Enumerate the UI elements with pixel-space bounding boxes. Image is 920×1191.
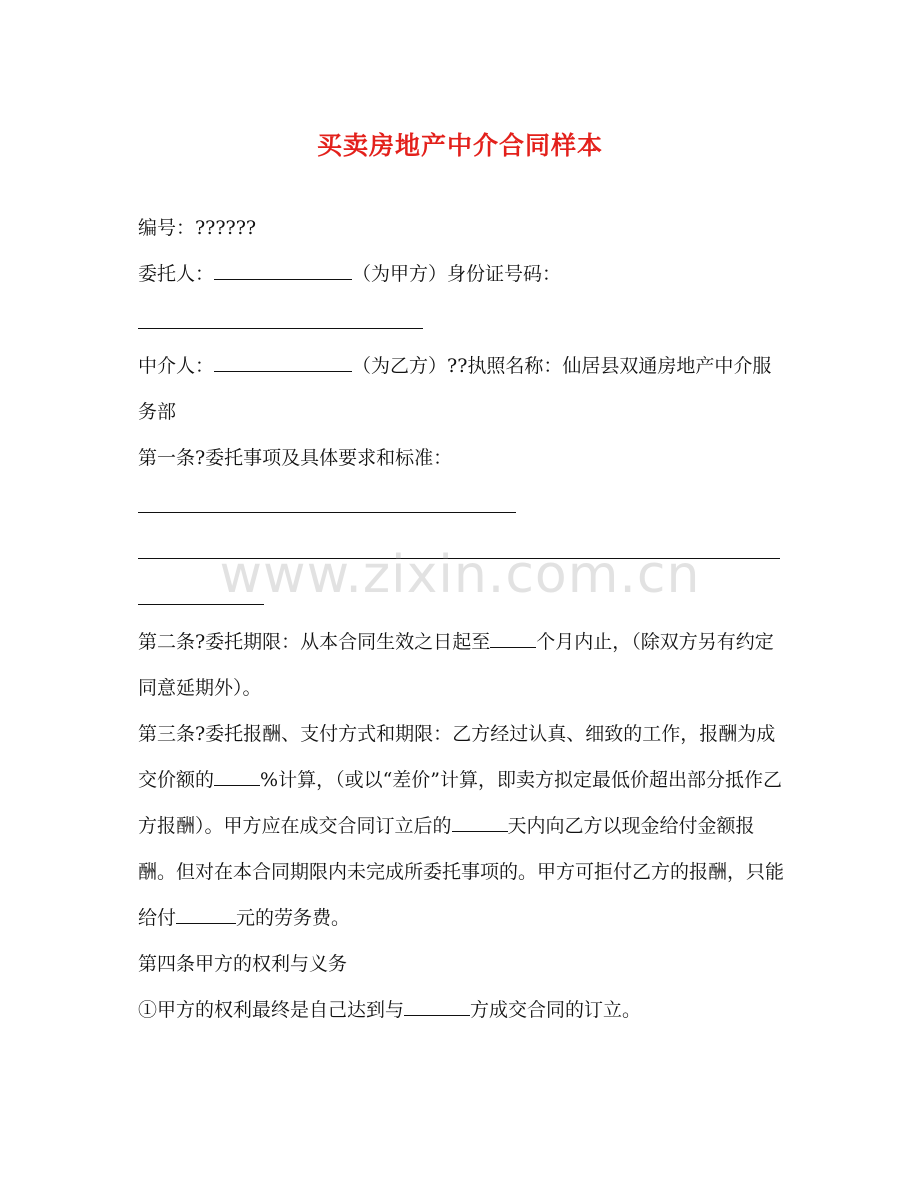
article-3 [138, 711, 788, 941]
client-label: 委托人： [138, 263, 215, 285]
document-body [138, 205, 788, 1033]
article-2-prefix: 第二条?委托期限：从本合同生效之日起至 [138, 631, 491, 653]
article-4-item-1 [138, 987, 788, 1033]
months-blank [490, 625, 536, 648]
days-blank [452, 809, 508, 832]
article-4-item-1-prefix: ①甲方的权利最终是自己达到与 [138, 999, 405, 1021]
article-2-suffix: 个月内止，（除双方另有约定同意延期外）。 [138, 631, 774, 699]
article-1-blank-line-3 [138, 573, 788, 619]
percent-blank [214, 763, 260, 786]
article-1-blank-3 [138, 604, 264, 605]
article-1-blank-2 [138, 558, 780, 559]
article-2 [138, 619, 788, 711]
agent-license-text: （为乙方）??执照名称：仙居县双通房地产中介服务部 [138, 355, 772, 423]
agent-label: 中介人： [138, 355, 215, 377]
agent-line [138, 343, 788, 435]
fee-blank [176, 901, 236, 924]
article-1-blank-1 [138, 512, 516, 513]
client-line [138, 251, 788, 297]
article-3-part3: 天内向乙方以现金给付金额报酬。但对在本合同期限内未完成所委托事项的。甲方可拒付乙方的报酬，只能给付 [138, 815, 785, 929]
article-4-item-1-suffix: 方成交合同的订立。 [470, 999, 642, 1021]
client-name-blank [214, 257, 352, 280]
client-id-label: （为甲方）身份证号码： [352, 263, 562, 285]
article-1-blank-line-2 [138, 527, 788, 573]
document-title: 买卖房地产中介合同样本 [316, 131, 603, 160]
client-id-blank [138, 328, 423, 329]
article-3-part1: 第三条?委托报酬、支付方式和期限：乙方经过认真、细致的工作，报酬为成交价额的 [138, 723, 776, 791]
agent-name-blank [214, 349, 352, 372]
article-3-part2: %计算，（或以“差价”计算，即卖方拟定最低价超出部分抵作乙方报酬）。甲方应在成交合同订立后的 [138, 769, 782, 837]
article-1: 第一条?委托事项及具体要求和标准： [138, 447, 453, 469]
article-3-part4: 元的劳务费。 [236, 907, 351, 929]
contract-number: 编号：?????? [138, 217, 257, 239]
watermark: www.zixin.com.cn [219, 545, 701, 605]
client-id-blank-line [138, 297, 788, 343]
party-blank [404, 993, 470, 1016]
article-4-title: 第四条甲方的权利与义务 [138, 953, 348, 975]
article-1-blank-line-1 [138, 481, 788, 527]
